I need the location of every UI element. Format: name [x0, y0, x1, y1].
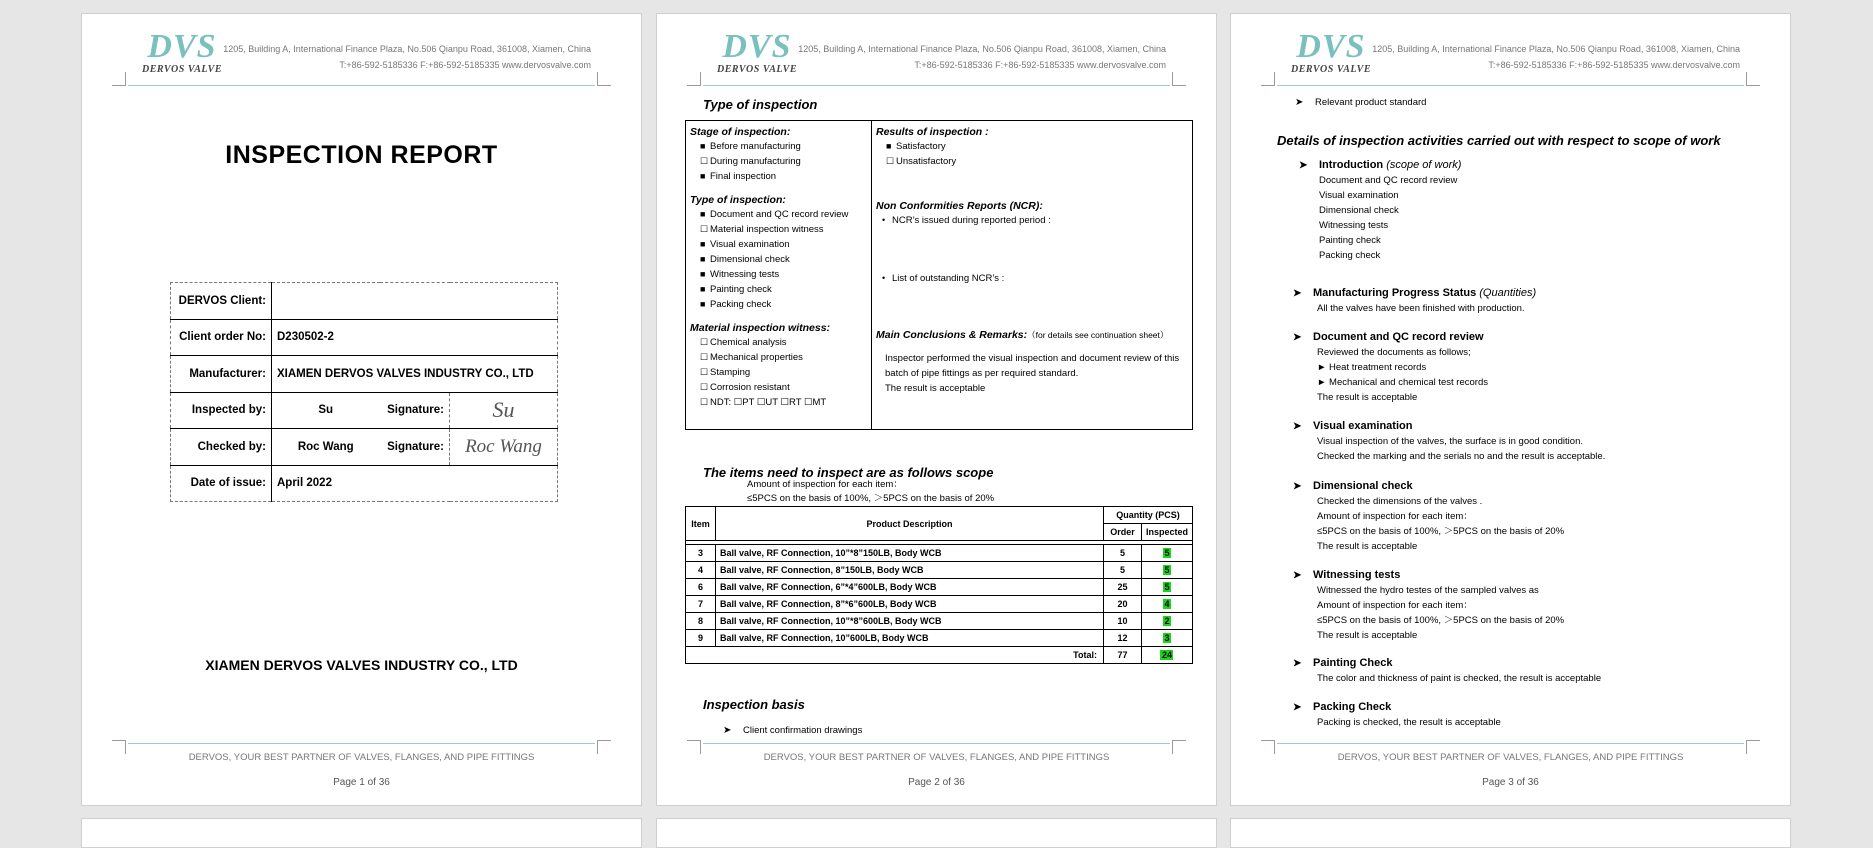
header-address: 1205, Building A, International Finance Plaza, No.506 Qianpu Road, 361008, Xiamen, China T:+86-592-5185336 F:+86-592-5185335 www.dervosvalve.com: [798, 44, 1166, 70]
list-item: Witnessing tests: [1319, 220, 1389, 231]
table-row: 8 Ball valve, RF Connection, 10”*8”600LB, Body WCB 10 2: [686, 613, 1193, 630]
checklist-item: ■ Final inspection: [700, 171, 777, 182]
client-value: [272, 283, 558, 320]
list-item: Witnessed the hydro testes of the sampled valves as: [1317, 585, 1539, 596]
arrow-icon: ➤: [1293, 288, 1302, 299]
list-item: The result is acceptable: [1317, 630, 1418, 641]
unchecked-box-icon: ☐: [700, 224, 709, 234]
ncr-outstanding: • List of outstanding NCR’s :: [882, 273, 1005, 284]
list-item: ► Heat treatment records: [1317, 362, 1427, 373]
checklist-item: ■ Visual examination: [700, 239, 790, 250]
checked-box-icon: ■: [700, 254, 706, 264]
stage-checklist: [686, 139, 871, 184]
list-item: Visual inspection of the valves, the surface is in good condition.: [1317, 436, 1583, 447]
checklist-item: ☐ NDT: ☐PT ☐UT ☐RT ☐MT: [700, 397, 827, 408]
header-address: 1205, Building A, International Finance Plaza, No.506 Qianpu Road, 361008, Xiamen, China T:+86-592-5185336 F:+86-592-5185335 www.dervosvalve.com: [223, 44, 591, 70]
visual-examination-section: ➤ Visual examination Visual inspection of the valves, the surface is in good condition. Checked the marking and the serials no and the result is acceptable.: [1293, 420, 1606, 462]
list-item: Painting check: [1319, 235, 1381, 246]
arrow-icon: ➤: [1293, 332, 1302, 343]
table-row: 4 Ball valve, RF Connection, 8”150LB, Body WCB 5 5: [686, 562, 1193, 579]
list-item: ≤5PCS on the basis of 100%, ＞5PCS on the basis of 20%: [1317, 526, 1565, 537]
header-address: 1205, Building A, International Finance Plaza, No.506 Qianpu Road, 361008, Xiamen, China T:+86-592-5185336 F:+86-592-5185335 www.dervosvalve.com: [1372, 44, 1740, 70]
list-item: Amount of inspection for each item：: [1317, 511, 1473, 522]
amount-note: Amount of inspection for each item： ≤5PCS on the basis of 100%, ＞5PCS on the basis of 20%: [747, 479, 995, 504]
checklist-item: ■ Document and QC record review: [700, 209, 849, 220]
conclusion-text: Inspector performed the visual inspection and document review of this batch of pipe fittings as per required standard.: [885, 353, 1180, 379]
unchecked-box-icon: ☐: [700, 337, 709, 347]
report-info-table: DERVOS Client: Client order No: D230502-2 Manufacturer: XIAMEN DERVOS VALVES INDUSTRY CO., LTD Inspected by: Su Signature: Su Checked by: Roc Wang Signature: Roc Wang Date of issue: April 2022: [170, 282, 558, 502]
checklist-item: ■ Packing check: [700, 299, 772, 310]
type-of-inspection-title: Type of inspection: [703, 97, 818, 112]
arrow-icon: ➤: [1293, 570, 1302, 581]
page-1: [81, 13, 642, 806]
signature-roc-wang: Roc Wang: [450, 429, 558, 466]
unchecked-box-icon: ☐: [700, 352, 709, 362]
items-table: Item Product Description Quantity (PCS) Order Inspected 3 Ball valve, RF Connection, 10”*8”150LB, Body WCB 5 5 4 Ball valve, RF Connection, 8”150LB, Body WCB 5 5 6 Ball valve, RF Connection, 6”*4”600LB, Body WCB 25 5 7 Ball valve, RF Connection, 8”*6”600LB, Body WCB 20 4 8 Ball valve, RF Connection, 10”*8”600LB, Body WCB 10 2 9 Ball valve, RF Connection, 10”600LB, Body WCB 12 3 Total: 77 24: [685, 506, 1193, 664]
checked-box-icon: ■: [700, 141, 706, 151]
checklist-item: ☐ Unsatisfactory: [886, 156, 957, 167]
witnessing-tests-section: ➤ Witnessing tests Witnessed the hydro testes of the sampled valves as Amount of inspection for each item： ≤5PCS on the basis of 100%, ＞5PCS on the basis of 20% The result is acceptable: [1293, 569, 1565, 641]
manufacturer-value: XIAMEN DERVOS VALVES INDUSTRY CO., LTD: [272, 356, 558, 393]
packing-check-section: ➤ Packing Check Packing is checked, the result is acceptable: [1293, 701, 1501, 728]
page-2: [656, 13, 1217, 806]
inspection-basis-title: Inspection basis: [703, 697, 805, 712]
checked-box-icon: ■: [700, 171, 706, 181]
page-5-preview: [656, 818, 1217, 848]
details-title: Details of inspection activities carried out with respect to scope of work: [1277, 133, 1721, 148]
table-row: 6 Ball valve, RF Connection, 6”*4”600LB, Body WCB 25 5: [686, 579, 1193, 596]
dimensional-check-section: ➤ Dimensional check Checked the dimensions of the valves . Amount of inspection for each item： ≤5PCS on the basis of 100%, ＞5PCS on the basis of 20% The result is acceptable: [1293, 480, 1565, 552]
page-number: Page 1 of 36: [333, 777, 390, 788]
conclusion-result: The result is acceptable: [885, 383, 986, 394]
list-item: The result is acceptable: [1317, 541, 1418, 552]
checked-box-icon: ■: [886, 141, 892, 151]
page-number: Page 3 of 36: [1482, 777, 1539, 788]
checklist-item: ☐ Stamping: [700, 367, 751, 378]
results-checklist: [872, 139, 1192, 169]
table-row: 3 Ball valve, RF Connection, 10”*8”150LB, Body WCB 5 5: [686, 545, 1193, 562]
checked-box-icon: ■: [700, 209, 706, 219]
footer-slogan: DERVOS, YOUR BEST PARTNER OF VALVES, FLANGES, AND PIPE FITTINGS: [188, 752, 535, 763]
table-row: 9 Ball valve, RF Connection, 10”600LB, Body WCB 12 3: [686, 630, 1193, 647]
checklist-item: ☐ Corrosion resistant: [700, 382, 790, 393]
unchecked-box-icon: ☐: [700, 382, 709, 392]
page-3: [1230, 13, 1791, 806]
list-item: Amount of inspection for each item：: [1317, 600, 1473, 611]
company-name: XIAMEN DERVOS VALVES INDUSTRY CO., LTD: [205, 657, 518, 673]
dervos-logo: DVS DERVOS VALVE: [141, 28, 222, 75]
checked-box-icon: ■: [700, 299, 706, 309]
arrow-icon: ➤: [723, 725, 732, 736]
checklist-item: ☐ Mechanical properties: [700, 352, 803, 363]
footer-slogan: DERVOS, YOUR BEST PARTNER OF VALVES, FLANGES, AND PIPE FITTINGS: [1337, 752, 1684, 763]
page-number: Page 2 of 36: [908, 777, 965, 788]
unchecked-box-icon: ☐: [700, 156, 709, 166]
arrow-icon: ➤: [1295, 97, 1304, 108]
checklist-item: ■ Dimensional check: [700, 254, 790, 265]
list-item: The result is acceptable: [1317, 392, 1418, 403]
footer-slogan: DERVOS, YOUR BEST PARTNER OF VALVES, FLANGES, AND PIPE FITTINGS: [763, 752, 1110, 763]
list-item: Dimensional check: [1319, 205, 1399, 216]
total-inspected: 24: [1141, 647, 1192, 664]
unchecked-box-icon: ☐: [700, 367, 709, 377]
arrow-icon: ➤: [1299, 160, 1308, 171]
checked-by-value: Roc Wang: [272, 429, 380, 466]
manufacturing-progress-section: ➤ Manufacturing Progress Status (Quantities) All the valves have been finished with production.: [1293, 287, 1537, 314]
unchecked-box-icon: ☐: [700, 397, 709, 407]
checked-box-icon: ■: [700, 284, 706, 294]
basis-item: ➤ Client confirmation drawings: [723, 725, 863, 736]
list-item: Checked the dimensions of the valves .: [1317, 496, 1483, 507]
page-6-preview: [1230, 818, 1791, 848]
arrow-icon: ➤: [1293, 421, 1302, 432]
checklist-item: ■ Before manufacturing: [700, 141, 801, 152]
report-title: INSPECTION REPORT: [225, 141, 498, 169]
dervos-logo: DVS DERVOS VALVE: [716, 28, 797, 75]
painting-check-section: ➤ Painting Check The color and thickness of paint is checked, the result is acceptable: [1293, 657, 1602, 684]
checklist-item: ■ Satisfactory: [886, 141, 946, 152]
table-row: 7 Ball valve, RF Connection, 8”*6”600LB, Body WCB 20 4: [686, 596, 1193, 613]
ncr-issued: • NCR’s issued during reported period :: [882, 215, 1051, 226]
document-review-section: ➤ Document and QC record review Reviewed the documents as follows; ► Heat treatment records ► Mechanical and chemical test records The result is acceptable: [1293, 331, 1488, 403]
list-item: Checked the marking and the serials no and the result is acceptable.: [1317, 451, 1606, 462]
type-checklist: [686, 207, 871, 312]
basis-item: ➤ Relevant product standard: [1295, 97, 1427, 108]
total-order: 77: [1103, 647, 1141, 664]
arrow-icon: ➤: [1293, 658, 1302, 669]
checked-box-icon: ■: [700, 239, 706, 249]
inspection-type-box: Stage of inspection: ■ Before manufacturing ☐ During manufacturing ■ Final inspection Type of inspection: ■ Document and QC record review ☐ Material inspection witness ■ Visual examination ■ Dimensional check ■ Witnessing tests ■ Painting check ■ Packing check Material inspection witness: ☐ Chemical analysis ☐ Mechanical properties ☐ Stamping ☐ Corrosion resistant ☐ NDT: ☐PT ☐UT ☐RT ☐MT Results of inspection : ■ Satisfactory ☐ Unsatisfactory Non Conformities Reports (NCR): • NCR’s issued during reported period : • List of outstanding NCR’s : Main Conclusions & Remarks:（for details see continuation sheet） Inspector performed the visual inspection and document review of this batch of pipe fittings as per required standard. The result is acceptable: [685, 120, 1193, 430]
inspected-by-value: Su: [272, 392, 380, 429]
list-item: Visual examination: [1319, 190, 1399, 201]
checklist-item: ☐ During manufacturing: [700, 156, 801, 167]
order-value: D230502-2: [272, 319, 558, 356]
checklist-item: ■ Painting check: [700, 284, 772, 295]
checklist-item: ■ Witnessing tests: [700, 269, 780, 280]
checked-box-icon: ■: [700, 269, 706, 279]
checklist-item: ☐ Material inspection witness: [700, 224, 824, 235]
signature-su: Su: [450, 392, 558, 429]
list-item: ≤5PCS on the basis of 100%, ＞5PCS on the basis of 20%: [1317, 615, 1565, 626]
conclusions-heading: Main Conclusions & Remarks:（for details see continuation sheet）: [876, 329, 1169, 341]
dervos-logo: DVS DERVOS VALVE: [1290, 28, 1371, 75]
introduction-section: ➤ Introduction (scope of work) Document and QC record review Visual examination Dimensional check Witnessing tests Painting check Packing check: [1299, 159, 1462, 261]
list-item: Document and QC record review: [1319, 175, 1458, 186]
list-item: Packing check: [1319, 250, 1381, 261]
list-item: ► Mechanical and chemical test records: [1317, 377, 1488, 388]
checklist-item: ☐ Chemical analysis: [700, 337, 787, 348]
date-value: April 2022: [272, 465, 558, 502]
material-checklist: [686, 335, 871, 410]
page-4-preview: [81, 818, 642, 848]
list-item: Reviewed the documents as follows;: [1317, 347, 1471, 358]
items-scope-title: The items need to inspect are as follows scope: [703, 465, 994, 480]
arrow-icon: ➤: [1293, 481, 1302, 492]
arrow-icon: ➤: [1293, 702, 1302, 713]
unchecked-box-icon: ☐: [886, 156, 895, 166]
